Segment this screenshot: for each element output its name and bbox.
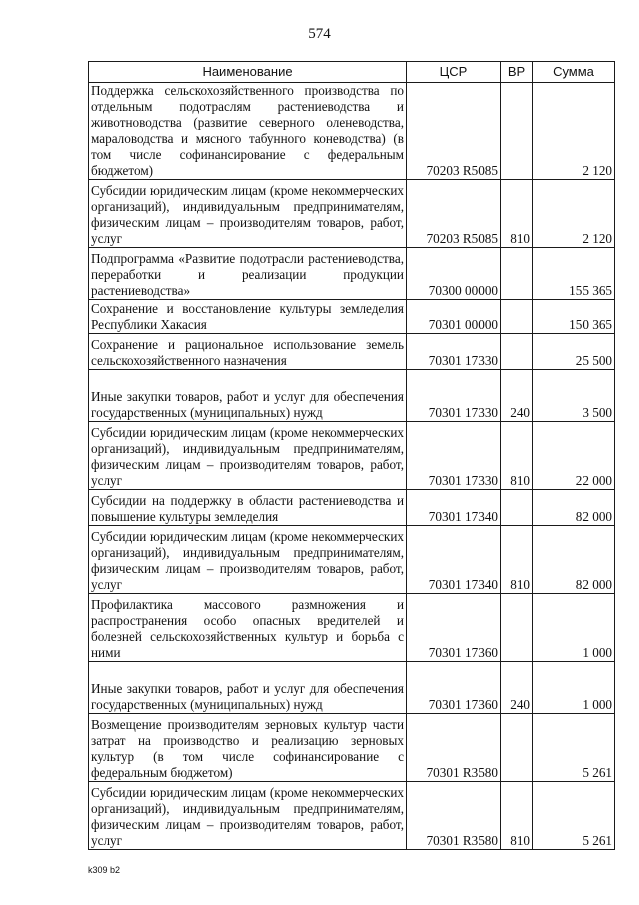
cell-sum: 5 261: [533, 782, 615, 850]
cell-csr: 70301 R3580: [407, 714, 501, 782]
header-name: Наименование: [89, 62, 407, 83]
header-csr: ЦСР: [407, 62, 501, 83]
cell-sum: 5 261: [533, 714, 615, 782]
table-row: [89, 180, 615, 248]
cell-sum: 150 365: [533, 300, 615, 334]
cell-csr: 70301 17340: [407, 490, 501, 526]
cell-vr: [501, 334, 533, 370]
cell-sum: 25 500: [533, 334, 615, 370]
cell-vr: 240: [501, 662, 533, 714]
cell-vr: 810: [501, 180, 533, 248]
table-row: [89, 490, 615, 526]
table-row: [89, 422, 615, 490]
cell-csr: 70301 00000: [407, 300, 501, 334]
cell-csr: 70301 17330: [407, 370, 501, 422]
cell-csr: 70301 17360: [407, 594, 501, 662]
cell-csr: 70301 R3580: [407, 782, 501, 850]
cell-name: Субсидии на поддержку в области растениеводства и повышение культуры земледелия: [89, 490, 407, 526]
cell-vr: 240: [501, 370, 533, 422]
table-row: [89, 83, 615, 180]
cell-name: Сохранение и восстановление культуры земледелия Республики Хакасия: [89, 300, 407, 334]
cell-csr: 70203 R5085: [407, 180, 501, 248]
cell-sum: 1 000: [533, 594, 615, 662]
header-sum: Сумма: [533, 62, 615, 83]
cell-name: Иные закупки товаров, работ и услуг для обеспечения государственных (муниципальных) нужд: [89, 370, 407, 422]
cell-csr: 70301 17340: [407, 526, 501, 594]
table-row: [89, 714, 615, 782]
cell-csr: 70301 17330: [407, 422, 501, 490]
cell-name: Возмещение производителям зерновых культур части затрат на производство и реализацию зерновых культур (в том числе софинансирование с федеральным бюджетом): [89, 714, 407, 782]
cell-sum: 2 120: [533, 180, 615, 248]
cell-csr: 70301 17330: [407, 334, 501, 370]
table-row: [89, 334, 615, 370]
cell-name: Поддержка сельскохозяйственного производства по отдельным подотраслям растениеводства и животноводства (развитие северного оленеводства, мараловодства и мясного табунного коневодства) (в том числе софинансирование с федеральным бюджетом): [89, 83, 407, 180]
cell-vr: [501, 490, 533, 526]
cell-vr: 810: [501, 422, 533, 490]
cell-sum: 82 000: [533, 526, 615, 594]
header-vr: ВР: [501, 62, 533, 83]
cell-vr: [501, 248, 533, 300]
cell-sum: 82 000: [533, 490, 615, 526]
cell-name: Субсидии юридическим лицам (кроме некоммерческих организаций), индивидуальным предпринимателям, физическим лицам – производителям товаров, работ, услуг: [89, 180, 407, 248]
cell-name: Сохранение и рациональное использование земель сельскохозяйственного назначения: [89, 334, 407, 370]
table-row: [89, 370, 615, 422]
cell-name: Субсидии юридическим лицам (кроме некоммерческих организаций), индивидуальным предпринимателям, физическим лицам – производителям товаров, работ, услуг: [89, 526, 407, 594]
cell-vr: [501, 300, 533, 334]
cell-vr: [501, 83, 533, 180]
cell-name: Субсидии юридическим лицам (кроме некоммерческих организаций), индивидуальным предпринимателям, физическим лицам – производителям товаров, работ, услуг: [89, 782, 407, 850]
budget-table: [88, 61, 615, 850]
cell-csr: 70300 00000: [407, 248, 501, 300]
table-row: [89, 526, 615, 594]
cell-name: Иные закупки товаров, работ и услуг для обеспечения государственных (муниципальных) нужд: [89, 662, 407, 714]
cell-sum: 155 365: [533, 248, 615, 300]
cell-sum: 1 000: [533, 662, 615, 714]
footer-code: k309 b2: [88, 865, 121, 875]
cell-name: Подпрограмма «Развитие подотрасли растениеводства, переработки и реализации продукции растениеводства»: [89, 248, 407, 300]
cell-name: Профилактика массового размножения и распространения особо опасных вредителей и болезней сельскохозяйственных культур и борьба с ними: [89, 594, 407, 662]
cell-name: Субсидии юридическим лицам (кроме некоммерческих организаций), индивидуальным предпринимателям, физическим лицам – производителям товаров, работ, услуг: [89, 422, 407, 490]
table-header-row: [89, 62, 615, 83]
cell-sum: 22 000: [533, 422, 615, 490]
table-row: [89, 782, 615, 850]
cell-csr: 70301 17360: [407, 662, 501, 714]
table-row: [89, 594, 615, 662]
cell-sum: 3 500: [533, 370, 615, 422]
cell-vr: 810: [501, 782, 533, 850]
page-number: 574: [308, 26, 331, 42]
cell-csr: 70203 R5085: [407, 83, 501, 180]
cell-vr: [501, 714, 533, 782]
cell-vr: 810: [501, 526, 533, 594]
table-row: [89, 662, 615, 714]
table-row: [89, 248, 615, 300]
cell-vr: [501, 594, 533, 662]
table-row: [89, 300, 615, 334]
cell-sum: 2 120: [533, 83, 615, 180]
